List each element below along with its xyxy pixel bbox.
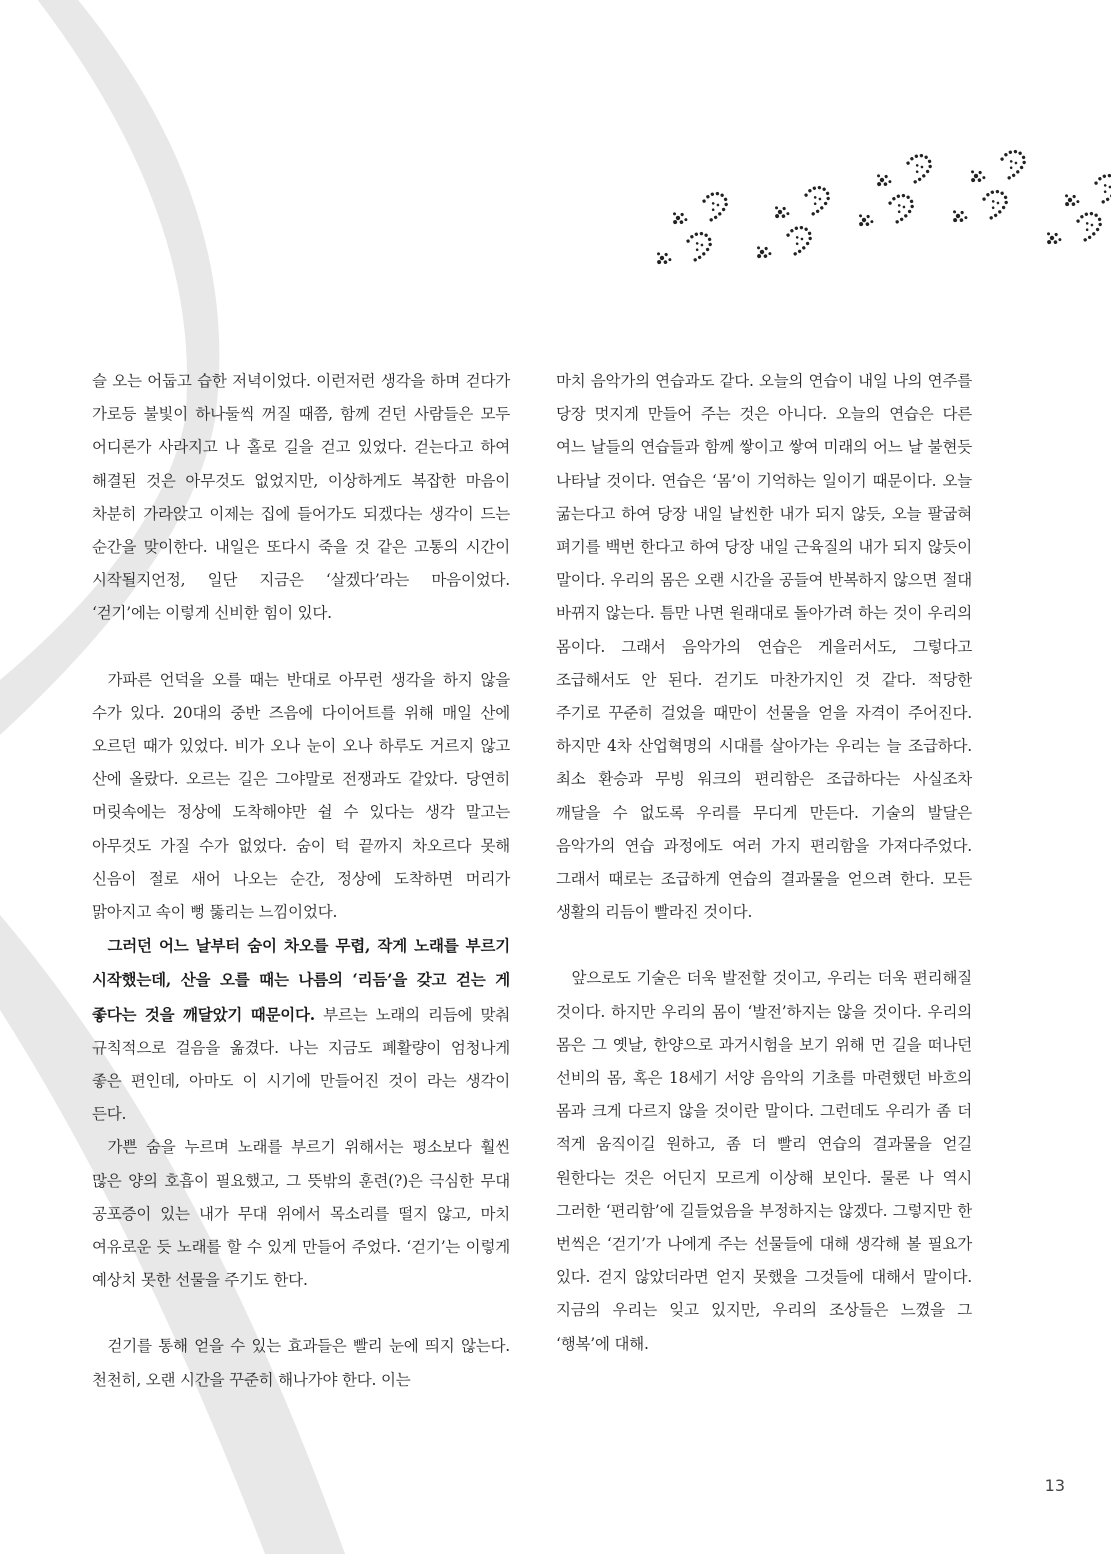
- paragraph: 가파른 언덕을 오를 때는 반대로 아무런 생각을 하지 않을 수가 있다. 20대의 중반 즈음에 다이어트를 위해 매일 산에 오르던 때가 있었다. 비가 오나 눈이 오나 하루도 거르지 않고 산에 올랐다. 오르는 길은 그야말로 전쟁과도 같았다. 당연히 머릿속에는 정상에 도착해야만 쉴 수 있다는 생각 말고는 아무것도 가질 수가 없었다. 숨이 턱 끝까지 차오르다 못해 신음이 절로 새어 나오는 순간, 정상에 도착하면 머리가 맑아지고 속이 뻥 뚫리는 느낌이었다.: [92, 670, 510, 922]
- paragraph: 슬 오는 어둡고 습한 저녁이었다. 이런저런 생각을 하며 걷다가 가로등 불빛이 하나둘씩 꺼질 때쯤, 함께 걷던 사람들은 모두 어디론가 사라지고 나 홀로 길을 걷고 있었다. 걷는다고 하여 해결된 것은 아무것도 없었지만, 이상하게도 복잡한 마음이 차분히 가라앉고 이제는 집에 들어가도 되겠다는 생각이 드는 순간을 맞이한다. 내일은 또다시 죽을 것 같은 고통의 시간이 시작될지언정, 일단 지금은 ‘살겠다’라는 마음이었다. ‘걷기’에는 이렇게 신비한 힘이 있다.: [92, 372, 510, 623]
- footprints-icon: [640, 140, 1111, 290]
- emphasized-text: 그러던 어느 날부터 숨이 차오를 무렵, 작게 노래를 부르기 시작했는데, 산을 오를 때는 나름의 ‘리듬’을 갖고 걷는 게 좋다는 것을 깨달았기 때문이다.: [92, 936, 510, 1024]
- paragraph: 마치 음악가의 연습과도 같다. 오늘의 연습이 내일 나의 연주를 당장 멋지게 만들어 주는 것은 아니다. 오늘의 연습은 다른 여느 날들의 연습들과 함께 쌓이고 쌓여 미래의 어느 날 불현듯 나타날 것이다. 연습은 ‘몸’이 기억하는 일이기 때문이다. 오늘 굶는다고 하여 당장 내일 날씬한 내가 되지 않듯, 오늘 팔굽혀 펴기를 백번 한다고 하여 당장 내일 근육질의 내가 되지 않듯이 말이다. 우리의 몸은 오랜 시간을 공들여 반복하지 않으면 절대 바뀌지 않는다. 틈만 나면 원래대로 돌아가려 하는 것이 우리의 몸이다. 그래서 음악가의 연습은 게을러서도, 그렇다고 조급해서도 안 된다. 걷기도 마찬가지인 것 같다. 적당한 주기로 꾸준히 걸었을 때만이 선물을 얻을 자격이 주어진다. 하지만 4차 산업혁명의 시대를 살아가는 우리는 늘 조급하다. 최소 환승과 무빙 워크의 편리함은 조급하다는 사실조차 깨달을 수 없도록 우리를 무디게 만든다. 기술의 발달은 음악가의 연습 과정에도 여러 가지 편리함을 가져다주었다. 그래서 때로는 조급하게 연습의 결과물을 얻으려 한다. 모든 생활의 리듬이 빨라진 것이다.: [556, 372, 973, 922]
- paragraph-with-emphasis: [92, 929, 510, 1131]
- right-text-column: [556, 365, 972, 1361]
- left-text-column: [92, 365, 510, 1397]
- paragraph: 앞으로도 기술은 더욱 발전할 것이고, 우리는 더욱 편리해질 것이다. 하지만 우리의 몸이 ‘발전’하지는 않을 것이다. 우리의 몸은 그 옛날, 한양으로 과거시험을 보기 위해 먼 길을 떠나던 선비의 몸, 혹은 18세기 서양 음악의 기초를 마련했던 바흐의 몸과 크게 다르지 않을 것이란 말이다. 그런데도 우리가 좀 더 적게 움직이길 원하고, 좀 더 빨리 연습의 결과물을 얻길 원한다는 것은 어딘지 모르게 이상해 보인다. 물론 나 역시 그러한 ‘편리함’에 길들었음을 부정하지는 않겠다. 그렇지만 한 번씩은 ‘걷기’가 나에게 주는 선물들에 대해 생각해 볼 필요가 있다. 걷지 않았더라면 얻지 못했을 그것들에 대해서 말이다. 지금의 우리는 잊고 있지만, 우리의 조상들은 느꼈을 그 ‘행복’에 대해.: [556, 969, 972, 1353]
- page-number: 13: [1044, 1476, 1065, 1495]
- paragraph: 걷기를 통해 얻을 수 있는 효과들은 빨리 눈에 띄지 않는다. 천천히, 오랜 시간을 꾸준히 해나가야 한다. 이는: [92, 1337, 510, 1389]
- paragraph-text: 부르는 노래의 리듬에 맞춰 규칙적으로 걸음을 옮겼다. 나는 지금도 폐활량이 엄청나게 좋은 편인데, 아마도 이 시기에 만들어진 것이 라는 생각이 든다.: [92, 1005, 510, 1124]
- paragraph: 가쁜 숨을 누르며 노래를 부르기 위해서는 평소보다 훨씬 많은 양의 호흡이 필요했고, 그 뜻밖의 훈련(?)은 극심한 무대 공포증이 있는 내가 무대 위에서 목소리를 떨지 않고, 마치 여유로운 듯 노래를 할 수 있게 만들어 주었다. ‘걷기’는 이렇게 예상치 못한 선물을 주기도 한다.: [92, 1138, 510, 1290]
